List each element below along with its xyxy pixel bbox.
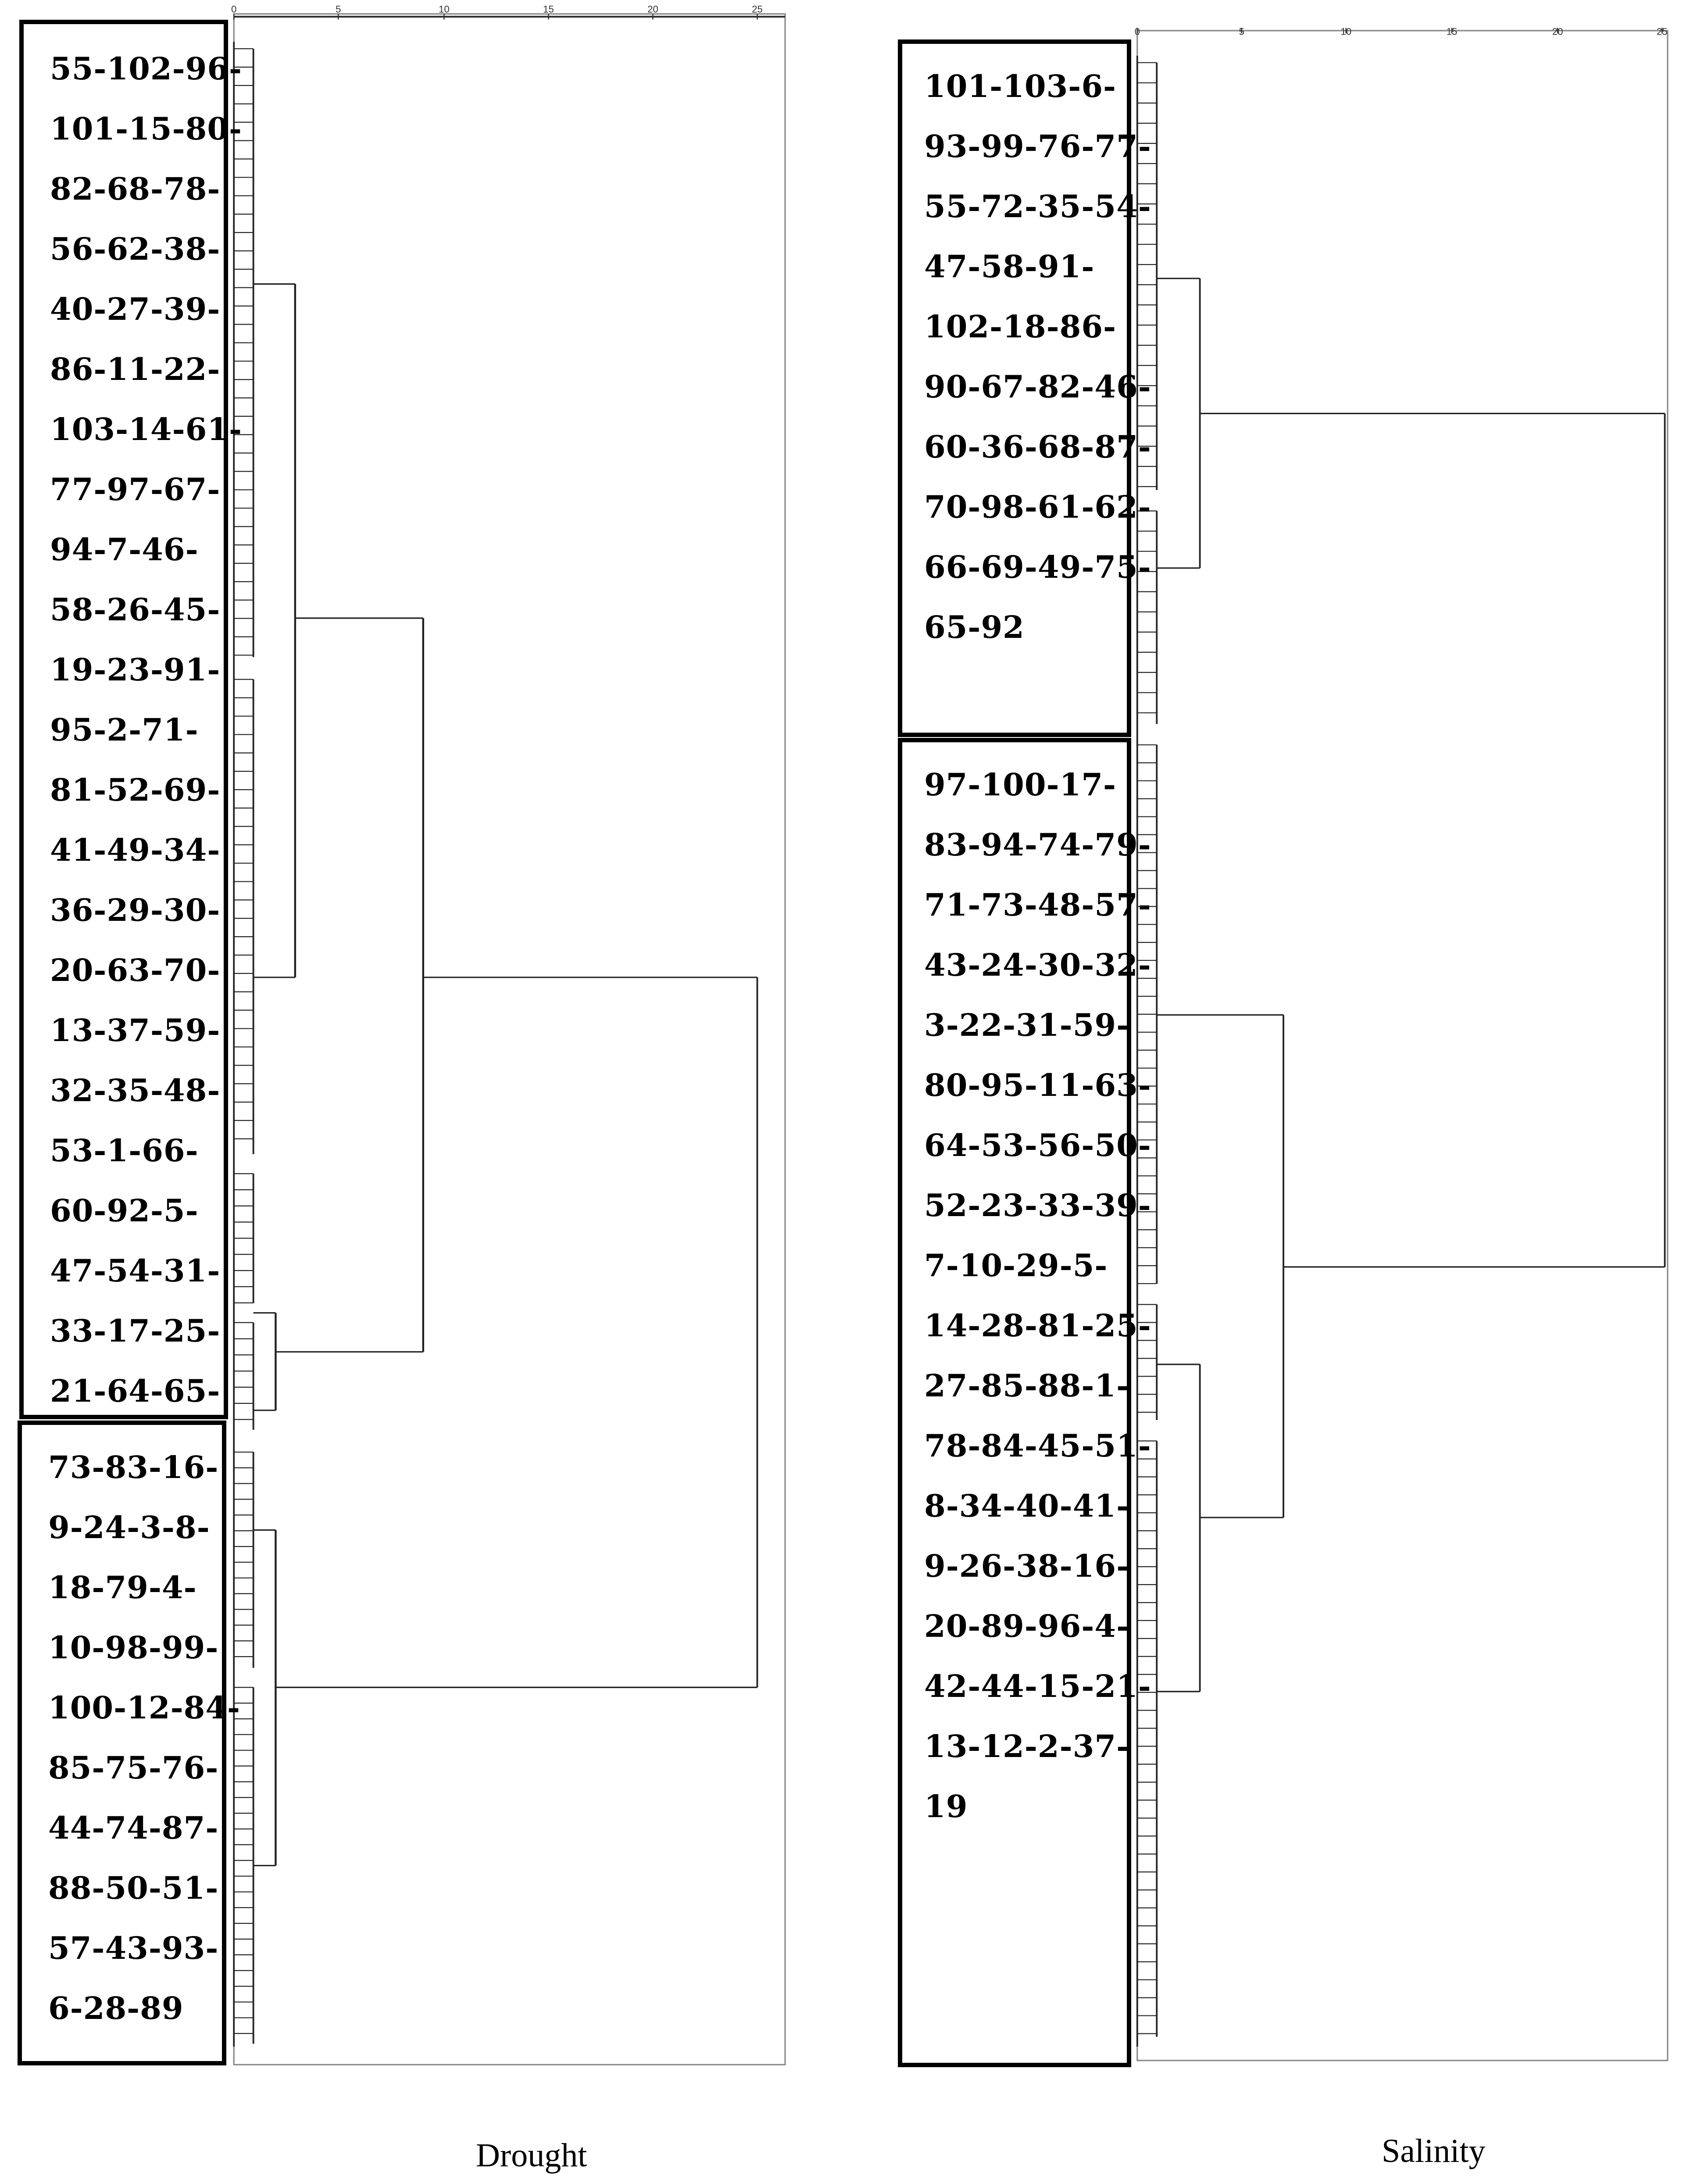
cluster-member-line: 70-98-61-62- bbox=[924, 489, 1151, 525]
cluster-member-line: 52-23-33-39- bbox=[924, 1187, 1151, 1224]
salinity-caption: Salinity bbox=[1382, 2133, 1486, 2169]
cluster-member-line: 13-12-2-37- bbox=[924, 1728, 1130, 1764]
cluster-member-line: 101-103-6- bbox=[924, 68, 1117, 104]
cluster-member-line: 32-35-48- bbox=[50, 1072, 221, 1109]
cluster-member-line: 93-99-76-77- bbox=[924, 128, 1151, 165]
cluster-member-line: 80-95-11-63- bbox=[924, 1067, 1151, 1103]
tick-5: 5 bbox=[1239, 26, 1244, 37]
cluster-member-line: 6-28-89 bbox=[48, 1990, 184, 2026]
cluster-member-line: 9-26-38-16- bbox=[924, 1548, 1130, 1584]
cluster-member-line: 77-97-67- bbox=[50, 471, 221, 508]
tick-0: 0 bbox=[231, 4, 237, 15]
cluster-member-line: 65-92 bbox=[924, 609, 1025, 645]
tick-25: 25 bbox=[752, 4, 763, 15]
cluster-member-line: 9-24-3-8- bbox=[48, 1509, 210, 1546]
cluster-member-line: 27-85-88-1- bbox=[924, 1367, 1130, 1404]
cluster-member-line: 101-15-80- bbox=[50, 111, 243, 147]
tick-10: 10 bbox=[1340, 26, 1352, 37]
cluster-member-line: 60-92-5- bbox=[50, 1192, 199, 1229]
cluster-member-line: 40-27-39- bbox=[50, 291, 221, 327]
cluster-member-line: 95-2-71- bbox=[50, 712, 199, 748]
cluster-member-line: 43-24-30-32- bbox=[924, 947, 1151, 983]
salinity-cluster-1-box bbox=[898, 39, 1151, 737]
cluster-member-line: 103-14-61- bbox=[50, 411, 243, 447]
cluster-member-line: 44-74-87- bbox=[48, 1810, 219, 1846]
cluster-member-line: 82-68-78- bbox=[50, 171, 221, 207]
cluster-member-line: 42-44-15-21- bbox=[924, 1668, 1151, 1704]
tick-20: 20 bbox=[1552, 26, 1563, 37]
cluster-member-line: 20-63-70- bbox=[50, 952, 221, 988]
cluster-member-line: 97-100-17- bbox=[924, 766, 1117, 803]
cluster-member-line: 60-36-68-87- bbox=[924, 429, 1151, 465]
cluster-member-line: 58-26-45- bbox=[50, 591, 221, 628]
cluster-member-line: 33-17-25- bbox=[50, 1313, 221, 1349]
drought-caption: Drought bbox=[476, 2137, 587, 2174]
tick-20: 20 bbox=[647, 4, 658, 15]
tick-15: 15 bbox=[543, 4, 554, 15]
cluster-member-line: 85-75-76- bbox=[48, 1750, 219, 1786]
cluster-member-line: 81-52-69- bbox=[50, 772, 221, 808]
cluster-member-line: 56-62-38- bbox=[50, 231, 221, 267]
tick-0: 0 bbox=[1134, 26, 1140, 37]
drought-branches bbox=[234, 42, 757, 2047]
cluster-member-line: 83-94-74-79- bbox=[924, 827, 1151, 863]
cluster-member-line: 88-50-51- bbox=[48, 1870, 219, 1906]
cluster-member-line: 53-1-66- bbox=[50, 1132, 199, 1169]
cluster-member-line: 102-18-86- bbox=[924, 308, 1117, 345]
cluster-member-line: 86-11-22- bbox=[50, 351, 221, 387]
cluster-member-line: 73-83-16- bbox=[48, 1449, 219, 1485]
tick-5: 5 bbox=[336, 4, 341, 15]
cluster-member-line: 3-22-31-59- bbox=[924, 1007, 1130, 1043]
cluster-member-line: 7-10-29-5- bbox=[924, 1247, 1108, 1284]
cluster-member-line: 64-53-56-50- bbox=[924, 1127, 1151, 1163]
cluster-member-line: 8-34-40-41- bbox=[924, 1488, 1130, 1524]
cluster-member-line: 19 bbox=[924, 1788, 968, 1825]
cluster-member-line: 57-43-93- bbox=[48, 1930, 219, 1966]
cluster-member-line: 55-72-35-54- bbox=[924, 188, 1151, 225]
cluster-member-line: 13-37-59- bbox=[50, 1012, 221, 1049]
cluster-member-line: 66-69-49-75- bbox=[924, 549, 1151, 585]
cluster-member-line: 71-73-48-57- bbox=[924, 887, 1151, 923]
cluster-member-line: 19-23-91- bbox=[50, 651, 221, 688]
cluster-member-line: 20-89-96-4- bbox=[924, 1608, 1130, 1644]
tick-15: 15 bbox=[1446, 26, 1458, 37]
tick-25: 25 bbox=[1656, 26, 1668, 37]
drought-cluster-1-box bbox=[19, 20, 243, 1419]
salinity-x-axis bbox=[1137, 31, 1668, 2061]
cluster-member-line: 21-64-65- bbox=[50, 1373, 221, 1409]
cluster-member-line: 14-28-81-25- bbox=[924, 1307, 1151, 1344]
cluster-member-line: 90-67-82-46- bbox=[924, 369, 1151, 405]
cluster-member-line: 47-58-91- bbox=[924, 248, 1095, 285]
salinity-branches bbox=[1137, 56, 1665, 2047]
cluster-member-line: 55-102-96- bbox=[50, 50, 243, 87]
tick-10: 10 bbox=[439, 4, 450, 15]
cluster-member-line: 47-54-31- bbox=[50, 1253, 221, 1289]
cluster-member-line: 94-7-46- bbox=[50, 531, 199, 568]
cluster-member-line: 100-12-84- bbox=[48, 1689, 241, 1726]
drought-cluster-2-box bbox=[18, 1421, 241, 2065]
cluster-member-line: 41-49-34- bbox=[50, 832, 221, 868]
drought-x-axis bbox=[234, 14, 785, 2065]
cluster-member-line: 36-29-30- bbox=[50, 892, 221, 928]
cluster-member-line: 18-79-4- bbox=[48, 1569, 197, 1606]
cluster-member-line: 10-98-99- bbox=[48, 1629, 219, 1666]
cluster-member-line: 78-84-45-51- bbox=[924, 1428, 1151, 1464]
salinity-cluster-2-box bbox=[898, 738, 1151, 2067]
